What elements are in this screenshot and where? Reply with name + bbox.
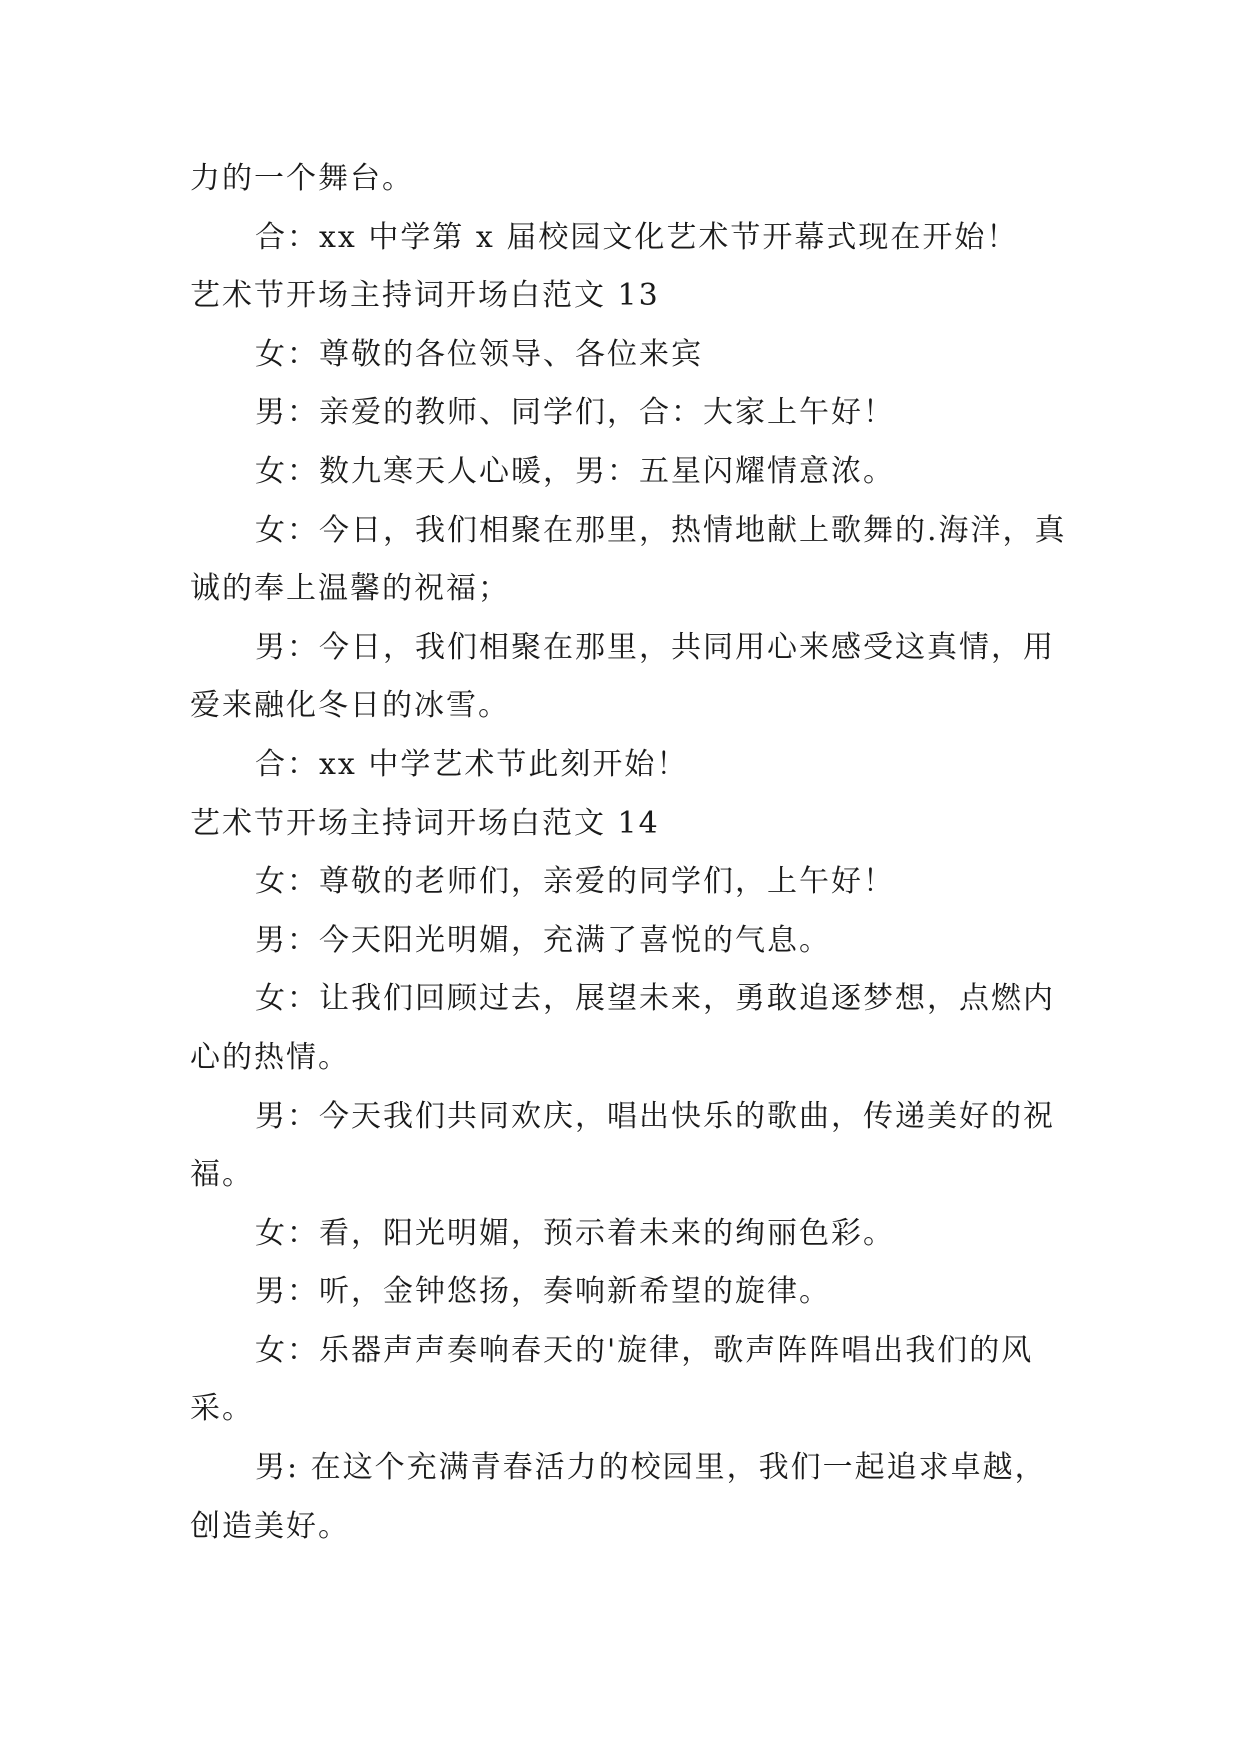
paragraph-dialogue: 女：让我们回顾过去，展望未来，勇敢追逐梦想，点燃内心的热情。 (190, 981, 1055, 1075)
section-heading-14: 艺术节开场主持词开场白范文 14 (190, 805, 660, 841)
paragraph-dialogue: 女：数九寒天人心暖，男：五星闪耀情意浓。 (255, 453, 895, 489)
section-heading-13: 艺术节开场主持词开场白范文 13 (190, 278, 660, 314)
paragraph-dialogue: 女：看，阳光明媚，预示着未来的绚丽色彩。 (255, 1215, 895, 1251)
paragraph-dialogue: 男：今日，我们相聚在那里，共同用心来感受这真情，用爱来融化冬日的冰雪。 (190, 629, 1055, 724)
paragraph-dialogue: 女：今日，我们相聚在那里，热情地献上歌舞的.海洋，真诚的奉上温馨的祝福； (190, 512, 1067, 607)
paragraph-dialogue: 男：今天我们共同欢庆，唱出快乐的歌曲，传递美好的祝福。 (190, 1098, 1055, 1193)
paragraph-dialogue: 男：亲爱的教师、同学们，合：大家上午好！ (255, 395, 895, 431)
paragraph-dialogue: 男：今天阳光明媚，充满了喜悦的气息。 (255, 922, 831, 958)
paragraph-continuation: 力的一个舞台。 (190, 161, 414, 196)
paragraph-closing-announcement-2: 合：xx 中学艺术节此刻开始！ (255, 746, 689, 782)
paragraph-dialogue: 男：听，金钟悠扬，奏响新希望的旋律。 (255, 1274, 831, 1310)
paragraph-dialogue: 男: 在这个充满青春活力的校园里，我们一起追求卓越，创造美好。 (190, 1450, 1047, 1544)
paragraph-dialogue: 女：尊敬的老师们，亲爱的同学们，上午好！ (255, 864, 895, 900)
document-body (190, 150, 1070, 1556)
paragraph-dialogue: 女：尊敬的各位领导、各位来宾 (255, 336, 703, 372)
paragraph-dialogue: 女：乐器声声奏响春天的'旋律，歌声阵阵唱出我们的风采。 (190, 1332, 1034, 1427)
paragraph-closing-announcement-1: 合：xx 中学第 x 届校园文化艺术节开幕式现在开始！ (255, 219, 1019, 255)
